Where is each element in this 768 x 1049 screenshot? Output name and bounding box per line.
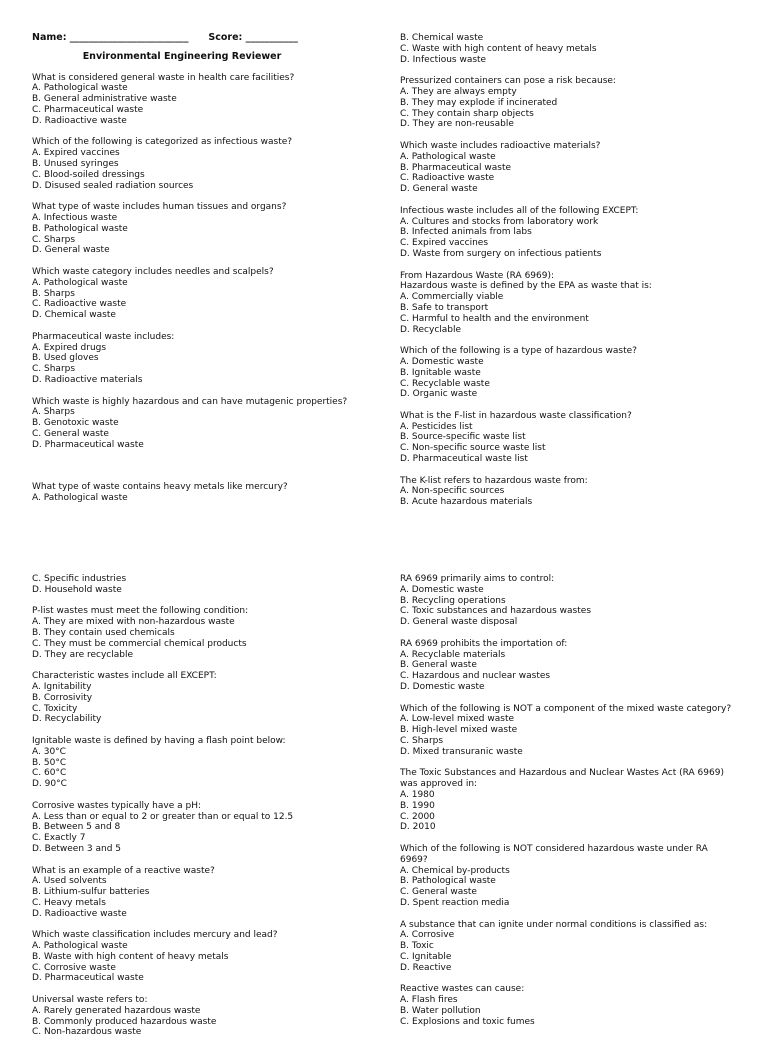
answer-option: C. Exactly 7 [32, 833, 86, 844]
question-block [32, 930, 372, 984]
answer-option: B. Genotoxic waste [32, 418, 119, 429]
answer-option: D. Domestic waste [400, 681, 485, 692]
document-title: Environmental Engineering Reviewer [82, 50, 282, 62]
answer-option: D. Radioactive waste [32, 908, 127, 919]
question-stem: The Toxic Substances and Hazardous and Nuclear Wastes Act (RA 6969) was approved in: [400, 768, 724, 790]
question-stem: What type of waste contains heavy metals like mercury? [32, 482, 288, 493]
answer-option: A. Cultures and stocks from laboratory work [400, 216, 599, 227]
answer-option: B. General administrative waste [32, 94, 177, 105]
answer-option: D. General waste disposal [400, 617, 518, 628]
answer-option: D. Chemical waste [32, 310, 116, 321]
question-block [32, 332, 372, 386]
answer-option: B. Acute hazardous materials [400, 497, 533, 508]
answer-option: D. Spent reaction media [400, 897, 510, 908]
answer-option: C. Harmful to health and the environment [400, 313, 589, 324]
answer-option: B. Unused syringes [32, 158, 119, 169]
answer-option: B. Pathological waste [32, 223, 128, 234]
answer-option: A. Low-level mixed waste [400, 714, 515, 725]
answer-option: A. Pesticides list [400, 421, 473, 432]
answer-option: C. Pharmaceutical waste [32, 104, 144, 115]
answer-option: D. Reactive [400, 962, 452, 973]
question-stem: Corrosive wastes typically have a pH: [32, 800, 201, 811]
answer-option: A. Pathological waste [32, 277, 128, 288]
name-field-label: Name: _________________________ [32, 32, 189, 43]
answer-option: B. Infected animals from labs [400, 227, 532, 238]
question-stem: The K-list refers to hazardous waste from: [400, 475, 588, 486]
answer-option: A. Domestic waste [400, 356, 484, 367]
answer-option: Hazardous waste is defined by the EPA as waste that is: [400, 281, 652, 292]
answer-option: C. Sharps [400, 735, 444, 746]
answer-option: B. Corrosivity [32, 692, 93, 703]
answer-option: B. 50°C [32, 757, 67, 768]
question-stem: P-list wastes must meet the following condition: [32, 606, 249, 617]
question-block [32, 671, 372, 725]
answer-option: D. They are recyclable [32, 649, 134, 660]
answer-option: B. Source-specific waste list [400, 432, 526, 443]
page1-right-column [400, 33, 740, 519]
question-stem: What type of waste includes human tissues and organs? [32, 202, 287, 213]
answer-option: B. Pharmaceutical waste [400, 162, 512, 173]
answer-option: B. Ignitable waste [400, 367, 481, 378]
answer-option: C. They must be commercial chemical products [32, 638, 247, 649]
page2-right-column [400, 574, 732, 1038]
page-2 [0, 566, 768, 1038]
answer-option: B. Safe to transport [400, 302, 489, 313]
answer-option: D. 2010 [400, 822, 436, 833]
question-stem: Which of the following is NOT a component of the mixed waste category? [400, 703, 732, 714]
answer-option: A. Commercially viable [400, 292, 504, 303]
question-block [400, 704, 732, 758]
answer-option: B. 1990 [400, 800, 435, 811]
question-block [32, 267, 372, 321]
answer-option: A. Infectious waste [32, 212, 118, 223]
answer-option: D. Infectious waste [400, 54, 487, 65]
question-stem: What is the F-list in hazardous waste classification? [400, 410, 632, 421]
question-block [32, 202, 372, 256]
question-stem: A substance that can ignite under normal conditions is classified as: [400, 919, 708, 930]
answer-option: C. Non-specific source waste list [400, 443, 546, 454]
answer-option: A. Domestic waste [400, 584, 484, 595]
question-block [400, 768, 732, 833]
answer-option: B. They contain used chemicals [32, 627, 175, 638]
answer-option: A. Less than or equal to 2 or greater than or equal to 12.5 [32, 811, 294, 822]
answer-option: D. Waste from surgery on infectious patients [400, 248, 602, 259]
answer-option: D. Radioactive waste [32, 115, 127, 126]
answer-option: A. Pathological waste [400, 151, 496, 162]
answer-option: C. Sharps [32, 364, 76, 375]
question-block [400, 920, 732, 974]
question-stem: Reactive wastes can cause: [400, 984, 525, 995]
answer-option: B. General waste [400, 660, 477, 671]
answer-option: D. Pharmaceutical waste [32, 973, 144, 984]
question-block [32, 397, 372, 451]
question-block [32, 574, 372, 596]
answer-option: D. Mixed transuranic waste [400, 746, 523, 757]
question-block [400, 411, 740, 465]
answer-option: B. Lithium-sulfur batteries [32, 887, 150, 898]
answer-option: D. Radioactive materials [32, 374, 143, 385]
answer-option: B. Chemical waste [400, 33, 484, 43]
question-block [32, 995, 372, 1038]
answer-option: D. Organic waste [400, 389, 478, 400]
page2-left-column [32, 574, 372, 1049]
answer-option: B. Water pollution [400, 1005, 481, 1016]
question-stem: What is an example of a reactive waste? [32, 865, 215, 876]
answer-option: A. Recyclable materials [400, 649, 506, 660]
answer-option: A. Expired drugs [32, 342, 107, 353]
question-block [32, 137, 372, 191]
answer-option: C. Toxic substances and hazardous wastes [400, 606, 592, 617]
question-block [400, 346, 740, 400]
answer-option: D. Disused sealed radiation sources [32, 180, 194, 191]
name-score-line [32, 33, 372, 44]
answer-option: B. Sharps [32, 288, 75, 299]
question-stem: RA 6969 prohibits the importation of: [400, 638, 568, 649]
question-stem: Universal waste refers to: [32, 995, 148, 1006]
question-stem: Pharmaceutical waste includes: [32, 331, 175, 342]
question-stem: Which of the following is a type of hazardous waste? [400, 346, 637, 357]
answer-option: D. General waste [32, 245, 110, 256]
answer-option: D. 90°C [32, 779, 67, 790]
answer-option: A. Chemical by-products [400, 865, 510, 876]
score-field-label: Score: ___________ [208, 32, 298, 43]
answer-option: A. Non-specific sources [400, 486, 505, 497]
question-block [400, 574, 732, 628]
answer-option: A. Pathological waste [32, 493, 128, 504]
answer-option: C. Hazardous and nuclear wastes [400, 671, 551, 682]
question-stem: From Hazardous Waste (RA 6969): [400, 270, 555, 281]
question-block [400, 476, 740, 508]
answer-option: A. They are always empty [400, 86, 517, 97]
answer-option: D. Pharmaceutical waste list [400, 454, 528, 465]
answer-option: C. Radioactive waste [32, 299, 127, 310]
question-block [400, 844, 732, 909]
question-block [32, 801, 372, 855]
question-block [400, 206, 740, 260]
question-stem: Pressurized containers can pose a risk because: [400, 76, 616, 87]
answer-option: D. General waste [400, 184, 478, 195]
answer-option: D. Between 3 and 5 [32, 843, 121, 854]
answer-option: C. Blood-soiled dressings [32, 169, 145, 180]
question-block [32, 866, 372, 920]
answer-option: A. Expired vaccines [32, 148, 120, 159]
question-block [32, 482, 372, 504]
question-stem: Which waste category includes needles and scalpels? [32, 266, 274, 277]
answer-option: C. 60°C [32, 768, 67, 779]
answer-option: A. Corrosive [400, 930, 455, 941]
answer-option: B. Commonly produced hazardous waste [32, 1016, 217, 1027]
question-stem: Which waste is highly hazardous and can have mutagenic properties? [32, 396, 348, 407]
answer-option: C. General waste [32, 428, 109, 439]
answer-option: B. Toxic [400, 941, 434, 952]
answer-option: C. Ignitable [400, 951, 452, 962]
answer-option: B. Between 5 and 8 [32, 822, 121, 833]
question-block [32, 73, 372, 127]
answer-option: A. Sharps [32, 407, 75, 418]
answer-option: C. Heavy metals [32, 897, 106, 908]
answer-option: A. Pathological waste [32, 83, 128, 94]
answer-option: C. Sharps [32, 234, 76, 245]
question-stem: Ignitable waste is defined by having a flash point below: [32, 735, 286, 746]
answer-option: C. Explosions and toxic fumes [400, 1016, 535, 1027]
question-stem: What is considered general waste in health care facilities? [32, 72, 295, 83]
answer-option: C. Non-hazardous waste [32, 1027, 142, 1038]
answer-option: A. 30°C [32, 746, 66, 757]
answer-option: C. General waste [400, 887, 477, 898]
answer-option: C. Specific industries [32, 574, 127, 584]
answer-option: B. Waste with high content of heavy metals [32, 951, 229, 962]
answer-option: C. 2000 [400, 811, 435, 822]
question-stem: Infectious waste includes all of the following EXCEPT: [400, 205, 639, 216]
answer-option: A. They are mixed with non-hazardous waste [32, 617, 235, 628]
answer-option: C. Toxicity [32, 703, 78, 714]
answer-option: A. Used solvents [32, 876, 107, 887]
answer-option: C. Corrosive waste [32, 962, 116, 973]
question-stem: RA 6969 primarily aims to control: [400, 574, 555, 584]
page1-left-column [32, 33, 372, 515]
question-stem: Which waste includes radioactive materials? [400, 140, 601, 151]
answer-option: B. Pathological waste [400, 876, 496, 887]
answer-option: D. Pharmaceutical waste [32, 439, 144, 450]
answer-option: D. Recyclable [400, 324, 462, 335]
question-stem: Which of the following is NOT considered hazardous waste under RA 6969? [400, 843, 708, 865]
answer-option: A. Ignitability [32, 681, 92, 692]
answer-option: A. Flash fires [400, 995, 458, 1006]
question-block [32, 606, 372, 660]
question-block [400, 271, 740, 336]
answer-option: D. Household waste [32, 584, 122, 595]
question-stem: Characteristic wastes include all EXCEPT: [32, 671, 217, 682]
question-block [400, 639, 732, 693]
answer-option: B. High-level mixed waste [400, 725, 518, 736]
answer-option: C. They contain sharp objects [400, 108, 534, 119]
answer-option: C. Waste with high content of heavy metals [400, 43, 597, 54]
answer-option: A. Rarely generated hazardous waste [32, 1005, 201, 1016]
page-break [0, 540, 768, 566]
answer-option: A. Pathological waste [32, 941, 128, 952]
answer-option: C. Recyclable waste [400, 378, 490, 389]
answer-option: B. They may explode if incinerated [400, 97, 558, 108]
question-stem: Which waste classification includes mercury and lead? [32, 930, 278, 941]
answer-option: B. Used gloves [32, 353, 99, 364]
answer-option: B. Recycling operations [400, 595, 506, 606]
answer-option: C. Radioactive waste [400, 173, 495, 184]
answer-option: A. 1980 [400, 789, 435, 800]
answer-option: C. Expired vaccines [400, 238, 489, 249]
question-block [400, 33, 740, 65]
question-block [32, 736, 372, 790]
question-block [400, 984, 732, 1027]
question-block [400, 76, 740, 130]
answer-option: D. They are non-reusable [400, 119, 514, 130]
question-block [400, 141, 740, 195]
question-stem: Which of the following is categorized as infectious waste? [32, 137, 293, 148]
answer-option: D. Recyclability [32, 714, 102, 725]
